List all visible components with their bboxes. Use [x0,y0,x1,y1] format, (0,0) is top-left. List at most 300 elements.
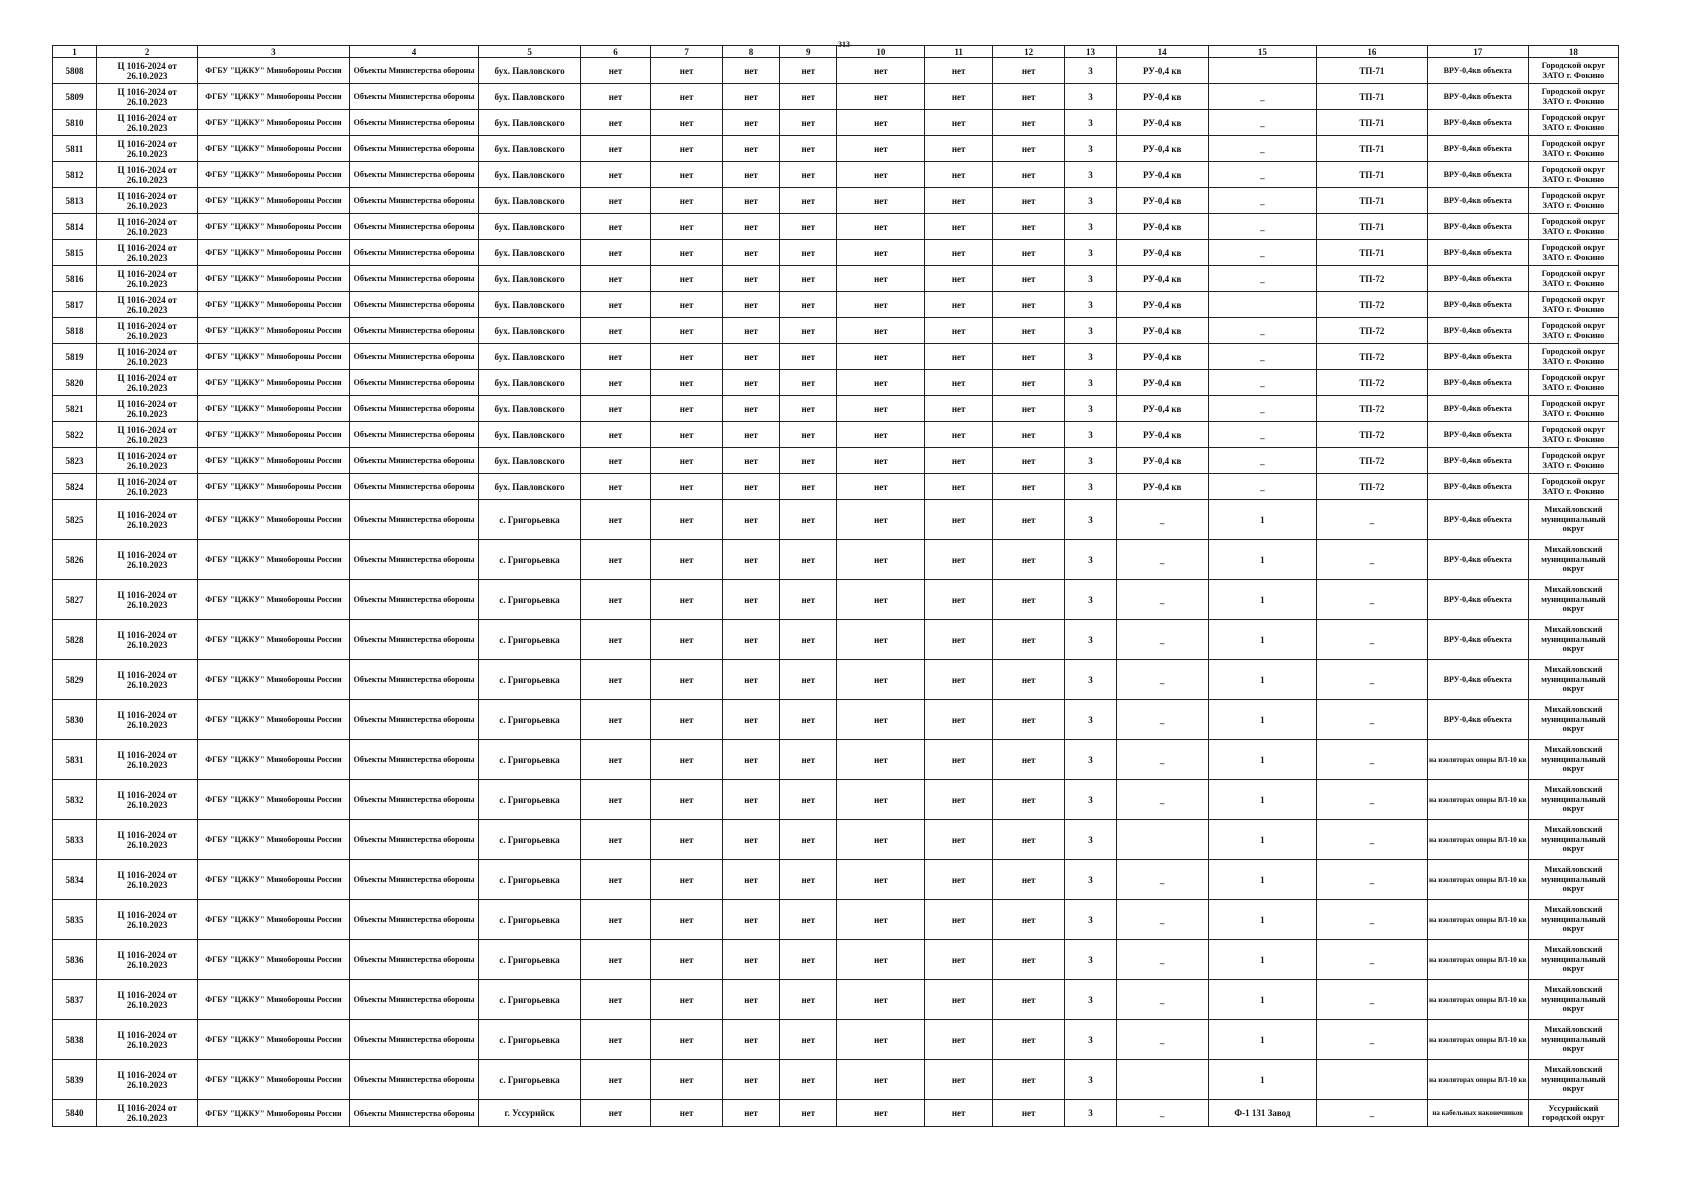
category-cell: 3 [1065,188,1116,214]
decision-cell: Ц 1016-2024 от 26.10.2023 [96,900,197,940]
col16-cell: _ [1317,1100,1427,1127]
row-number: 5838 [53,1020,97,1060]
location-cell: с. Григорьевка [479,1060,580,1100]
col6-cell: нет [580,162,651,188]
col9-cell: нет [780,620,837,660]
organization-cell: ФГБУ "ЦЖКУ" Минобороны России [198,58,349,84]
col14-cell: _ [1116,660,1208,700]
object-cell: Объекты Министерства обороны [349,396,479,422]
decision-cell: Ц 1016-2024 от 26.10.2023 [96,860,197,900]
col9-cell: нет [780,980,837,1020]
municipality-cell: Городской округ ЗАТО г. Фокино [1528,448,1618,474]
object-cell: Объекты Министерства обороны [349,780,479,820]
location-cell: бух. Павловского [479,110,580,136]
decision-cell: Ц 1016-2024 от 26.10.2023 [96,940,197,980]
col6-cell: нет [580,540,651,580]
col7-cell: нет [651,162,723,188]
col15-cell: _ [1208,422,1316,448]
col10-cell: нет [837,58,925,84]
object-cell: Объекты Министерства обороны [349,318,479,344]
location-cell: с. Григорьевка [479,500,580,540]
object-cell: Объекты Министерства обороны [349,58,479,84]
col11-cell: нет [925,500,993,540]
col11-cell: нет [925,1020,993,1060]
col15-cell: 1 [1208,1020,1316,1060]
connection-point-cell: ВРУ-0,4кв объекта [1427,344,1528,370]
decision-cell: Ц 1016-2024 от 26.10.2023 [96,292,197,318]
object-cell: Объекты Министерства обороны [349,214,479,240]
connection-point-cell: ВРУ-0,4кв объекта [1427,620,1528,660]
col10-cell: нет [837,396,925,422]
row-number: 5811 [53,136,97,162]
connection-point-cell: ВРУ-0,4кв объекта [1427,58,1528,84]
column-header-3: 3 [198,46,349,58]
col14-cell: РУ-0,4 кв [1116,84,1208,110]
object-cell: Объекты Министерства обороны [349,136,479,162]
col10-cell: нет [837,84,925,110]
col11-cell: нет [925,448,993,474]
col12-cell: нет [992,318,1065,344]
col11-cell: нет [925,396,993,422]
col11-cell: нет [925,188,993,214]
row-number: 5825 [53,500,97,540]
category-cell: 3 [1065,58,1116,84]
municipality-cell: Городской округ ЗАТО г. Фокино [1528,474,1618,500]
municipality-cell: Михайловский муниципальный округ [1528,1060,1618,1100]
municipality-cell: Михайловский муниципальный округ [1528,820,1618,860]
table-row [53,84,1619,110]
col9-cell: нет [780,188,837,214]
location-cell: с. Григорьевка [479,1020,580,1060]
col16-cell: ТП-72 [1317,344,1427,370]
col16-cell: _ [1317,740,1427,780]
object-cell: Объекты Министерства обороны [349,344,479,370]
object-cell: Объекты Министерства обороны [349,900,479,940]
connection-point-cell: ВРУ-0,4кв объекта [1427,580,1528,620]
col7-cell: нет [651,780,723,820]
object-cell: Объекты Министерства обороны [349,740,479,780]
column-header-7: 7 [651,46,723,58]
col8-cell: нет [722,136,779,162]
category-cell: 3 [1065,500,1116,540]
column-header-14: 14 [1116,46,1208,58]
decision-cell: Ц 1016-2024 от 26.10.2023 [96,660,197,700]
col11-cell: нет [925,84,993,110]
col12-cell: нет [992,660,1065,700]
col12-cell: нет [992,188,1065,214]
col15-cell [1208,58,1316,84]
object-cell: Объекты Министерства обороны [349,240,479,266]
category-cell: 3 [1065,162,1116,188]
col10-cell: нет [837,1060,925,1100]
table-row [53,660,1619,700]
col11-cell: нет [925,780,993,820]
row-number: 5834 [53,860,97,900]
decision-cell: Ц 1016-2024 от 26.10.2023 [96,370,197,396]
organization-cell: ФГБУ "ЦЖКУ" Минобороны России [198,540,349,580]
col10-cell: нет [837,660,925,700]
col6-cell: нет [580,84,651,110]
col14-cell: _ [1116,500,1208,540]
col14-cell: РУ-0,4 кв [1116,136,1208,162]
table-row [53,700,1619,740]
object-cell: Объекты Министерства обороны [349,580,479,620]
col8-cell: нет [722,448,779,474]
col6-cell: нет [580,58,651,84]
col7-cell: нет [651,900,723,940]
col9-cell: нет [780,940,837,980]
organization-cell: ФГБУ "ЦЖКУ" Минобороны России [198,620,349,660]
col15-cell: 1 [1208,580,1316,620]
col11-cell: нет [925,940,993,980]
table-row [53,1060,1619,1100]
col7-cell: нет [651,940,723,980]
col7-cell: нет [651,84,723,110]
organization-cell: ФГБУ "ЦЖКУ" Минобороны России [198,240,349,266]
col12-cell: нет [992,940,1065,980]
col7-cell: нет [651,1060,723,1100]
col14-cell: _ [1116,700,1208,740]
col14-cell: _ [1116,980,1208,1020]
col8-cell: нет [722,422,779,448]
col8-cell: нет [722,474,779,500]
col7-cell: нет [651,620,723,660]
table-row [53,500,1619,540]
col16-cell: _ [1317,940,1427,980]
decision-cell: Ц 1016-2024 от 26.10.2023 [96,1060,197,1100]
col8-cell: нет [722,580,779,620]
registry-table [52,45,1619,1127]
municipality-cell: Михайловский муниципальный округ [1528,740,1618,780]
row-number: 5821 [53,396,97,422]
col7-cell: нет [651,580,723,620]
col8-cell: нет [722,780,779,820]
col9-cell: нет [780,370,837,396]
organization-cell: ФГБУ "ЦЖКУ" Минобороны России [198,84,349,110]
table-row [53,980,1619,1020]
header-row [53,46,1619,58]
location-cell: с. Григорьевка [479,620,580,660]
col12-cell: нет [992,422,1065,448]
connection-point-cell: ВРУ-0,4кв объекта [1427,474,1528,500]
col8-cell: нет [722,980,779,1020]
decision-cell: Ц 1016-2024 от 26.10.2023 [96,1020,197,1060]
table-row [53,292,1619,318]
municipality-cell: Городской округ ЗАТО г. Фокино [1528,292,1618,318]
col8-cell: нет [722,188,779,214]
col14-cell: РУ-0,4 кв [1116,318,1208,344]
category-cell: 3 [1065,422,1116,448]
col15-cell: 1 [1208,900,1316,940]
col6-cell: нет [580,860,651,900]
col12-cell: нет [992,396,1065,422]
col15-cell: _ [1208,344,1316,370]
col16-cell: ТП-72 [1317,370,1427,396]
col8-cell: нет [722,820,779,860]
col12-cell: нет [992,292,1065,318]
col7-cell: нет [651,136,723,162]
col10-cell: нет [837,448,925,474]
connection-point-cell: ВРУ-0,4кв объекта [1427,162,1528,188]
col14-cell: РУ-0,4 кв [1116,396,1208,422]
category-cell: 3 [1065,240,1116,266]
col12-cell: нет [992,58,1065,84]
col16-cell: _ [1317,660,1427,700]
municipality-cell: Городской округ ЗАТО г. Фокино [1528,84,1618,110]
col11-cell: нет [925,474,993,500]
organization-cell: ФГБУ "ЦЖКУ" Минобороны России [198,318,349,344]
col9-cell: нет [780,162,837,188]
col7-cell: нет [651,1100,723,1127]
location-cell: бух. Павловского [479,162,580,188]
column-header-18: 18 [1528,46,1618,58]
col15-cell: 1 [1208,500,1316,540]
col14-cell [1116,820,1208,860]
col9-cell: нет [780,474,837,500]
organization-cell: ФГБУ "ЦЖКУ" Минобороны России [198,110,349,136]
col11-cell: нет [925,700,993,740]
col9-cell: нет [780,292,837,318]
organization-cell: ФГБУ "ЦЖКУ" Минобороны России [198,1020,349,1060]
col10-cell: нет [837,700,925,740]
col16-cell: ТП-71 [1317,58,1427,84]
col15-cell: 1 [1208,980,1316,1020]
col15-cell: 1 [1208,940,1316,980]
table-row [53,162,1619,188]
col6-cell: нет [580,240,651,266]
column-header-9: 9 [780,46,837,58]
organization-cell: ФГБУ "ЦЖКУ" Минобороны России [198,162,349,188]
col6-cell: нет [580,1060,651,1100]
col16-cell: ТП-71 [1317,110,1427,136]
municipality-cell: Городской округ ЗАТО г. Фокино [1528,110,1618,136]
col16-cell: ТП-71 [1317,136,1427,162]
location-cell: бух. Павловского [479,370,580,396]
location-cell: с. Григорьевка [479,780,580,820]
location-cell: бух. Павловского [479,214,580,240]
category-cell: 3 [1065,448,1116,474]
table-row [53,780,1619,820]
location-cell: с. Григорьевка [479,580,580,620]
col9-cell: нет [780,700,837,740]
col11-cell: нет [925,980,993,1020]
col7-cell: нет [651,660,723,700]
row-number: 5840 [53,1100,97,1127]
col11-cell: нет [925,344,993,370]
connection-point-cell: ВРУ-0,4кв объекта [1427,292,1528,318]
connection-point-cell: ВРУ-0,4кв объекта [1427,240,1528,266]
municipality-cell: Городской округ ЗАТО г. Фокино [1528,370,1618,396]
col9-cell: нет [780,266,837,292]
row-number: 5837 [53,980,97,1020]
col7-cell: нет [651,1020,723,1060]
row-number: 5809 [53,84,97,110]
column-header-2: 2 [96,46,197,58]
connection-point-cell: на изоляторах опоры ВЛ-10 кв [1427,740,1528,780]
col15-cell: _ [1208,110,1316,136]
col14-cell: _ [1116,900,1208,940]
table-row [53,474,1619,500]
row-number: 5819 [53,344,97,370]
col16-cell: ТП-72 [1317,266,1427,292]
col7-cell: нет [651,292,723,318]
col8-cell: нет [722,940,779,980]
col12-cell: нет [992,214,1065,240]
connection-point-cell: на изоляторах опоры ВЛ-10 кв [1427,1020,1528,1060]
organization-cell: ФГБУ "ЦЖКУ" Минобороны России [198,580,349,620]
object-cell: Объекты Министерства обороны [349,940,479,980]
row-number: 5815 [53,240,97,266]
category-cell: 3 [1065,700,1116,740]
col7-cell: нет [651,820,723,860]
location-cell: бух. Павловского [479,292,580,318]
col12-cell: нет [992,84,1065,110]
col6-cell: нет [580,110,651,136]
category-cell: 3 [1065,84,1116,110]
object-cell: Объекты Министерства обороны [349,422,479,448]
municipality-cell: Михайловский муниципальный округ [1528,940,1618,980]
col9-cell: нет [780,110,837,136]
col9-cell: нет [780,84,837,110]
col14-cell [1116,1060,1208,1100]
col10-cell: нет [837,474,925,500]
col12-cell: нет [992,820,1065,860]
col12-cell: нет [992,1100,1065,1127]
table-row [53,740,1619,780]
organization-cell: ФГБУ "ЦЖКУ" Минобороны России [198,1100,349,1127]
col6-cell: нет [580,448,651,474]
organization-cell: ФГБУ "ЦЖКУ" Минобороны России [198,292,349,318]
category-cell: 3 [1065,1020,1116,1060]
object-cell: Объекты Министерства обороны [349,1020,479,1060]
col8-cell: нет [722,240,779,266]
col14-cell: РУ-0,4 кв [1116,240,1208,266]
decision-cell: Ц 1016-2024 от 26.10.2023 [96,780,197,820]
col14-cell: РУ-0,4 кв [1116,422,1208,448]
col11-cell: нет [925,422,993,448]
col11-cell: нет [925,1100,993,1127]
col10-cell: нет [837,136,925,162]
connection-point-cell: на изоляторах опоры ВЛ-10 кв [1427,900,1528,940]
organization-cell: ФГБУ "ЦЖКУ" Минобороны России [198,780,349,820]
col11-cell: нет [925,292,993,318]
col12-cell: нет [992,1060,1065,1100]
decision-cell: Ц 1016-2024 от 26.10.2023 [96,162,197,188]
decision-cell: Ц 1016-2024 от 26.10.2023 [96,980,197,1020]
col6-cell: нет [580,318,651,344]
category-cell: 3 [1065,620,1116,660]
organization-cell: ФГБУ "ЦЖКУ" Минобороны России [198,660,349,700]
col8-cell: нет [722,1100,779,1127]
column-header-11: 11 [925,46,993,58]
col6-cell: нет [580,1100,651,1127]
col16-cell: ТП-72 [1317,422,1427,448]
table-header [53,46,1619,58]
municipality-cell: Городской округ ЗАТО г. Фокино [1528,318,1618,344]
col12-cell: нет [992,370,1065,396]
col16-cell: _ [1317,540,1427,580]
object-cell: Объекты Министерства обороны [349,162,479,188]
decision-cell: Ц 1016-2024 от 26.10.2023 [96,540,197,580]
col10-cell: нет [837,188,925,214]
col6-cell: нет [580,780,651,820]
col11-cell: нет [925,1060,993,1100]
col15-cell: 1 [1208,820,1316,860]
col14-cell: РУ-0,4 кв [1116,110,1208,136]
col10-cell: нет [837,500,925,540]
col6-cell: нет [580,1020,651,1060]
col8-cell: нет [722,660,779,700]
connection-point-cell: ВРУ-0,4кв объекта [1427,84,1528,110]
col12-cell: нет [992,136,1065,162]
connection-point-cell: ВРУ-0,4кв объекта [1427,188,1528,214]
location-cell: бух. Павловского [479,188,580,214]
col9-cell: нет [780,1020,837,1060]
row-number: 5820 [53,370,97,396]
col7-cell: нет [651,396,723,422]
col14-cell: РУ-0,4 кв [1116,370,1208,396]
row-number: 5813 [53,188,97,214]
col10-cell: нет [837,900,925,940]
col15-cell: _ [1208,84,1316,110]
category-cell: 3 [1065,292,1116,318]
col9-cell: нет [780,318,837,344]
col16-cell: ТП-71 [1317,84,1427,110]
col16-cell: _ [1317,900,1427,940]
connection-point-cell: ВРУ-0,4кв объекта [1427,422,1528,448]
municipality-cell: Городской округ ЗАТО г. Фокино [1528,162,1618,188]
organization-cell: ФГБУ "ЦЖКУ" Минобороны России [198,860,349,900]
col16-cell: _ [1317,700,1427,740]
table-row [53,344,1619,370]
col12-cell: нет [992,240,1065,266]
organization-cell: ФГБУ "ЦЖКУ" Минобороны России [198,820,349,860]
col15-cell: 1 [1208,700,1316,740]
decision-cell: Ц 1016-2024 от 26.10.2023 [96,620,197,660]
municipality-cell: Михайловский муниципальный округ [1528,580,1618,620]
col8-cell: нет [722,344,779,370]
col15-cell: _ [1208,188,1316,214]
organization-cell: ФГБУ "ЦЖКУ" Минобороны России [198,474,349,500]
location-cell: бух. Павловского [479,396,580,422]
col8-cell: нет [722,396,779,422]
col9-cell: нет [780,540,837,580]
col7-cell: нет [651,422,723,448]
col14-cell: _ [1116,740,1208,780]
municipality-cell: Михайловский муниципальный округ [1528,980,1618,1020]
location-cell: с. Григорьевка [479,540,580,580]
col10-cell: нет [837,820,925,860]
col6-cell: нет [580,980,651,1020]
col11-cell: нет [925,900,993,940]
col7-cell: нет [651,980,723,1020]
category-cell: 3 [1065,860,1116,900]
category-cell: 3 [1065,1060,1116,1100]
column-header-17: 17 [1427,46,1528,58]
col16-cell: _ [1317,780,1427,820]
row-number: 5817 [53,292,97,318]
col9-cell: нет [780,660,837,700]
col8-cell: нет [722,1020,779,1060]
row-number: 5828 [53,620,97,660]
col15-cell: 1 [1208,660,1316,700]
col16-cell: ТП-72 [1317,474,1427,500]
col16-cell: ТП-71 [1317,188,1427,214]
organization-cell: ФГБУ "ЦЖКУ" Минобороны России [198,136,349,162]
col9-cell: нет [780,240,837,266]
organization-cell: ФГБУ "ЦЖКУ" Минобороны России [198,500,349,540]
object-cell: Объекты Министерства обороны [349,1100,479,1127]
